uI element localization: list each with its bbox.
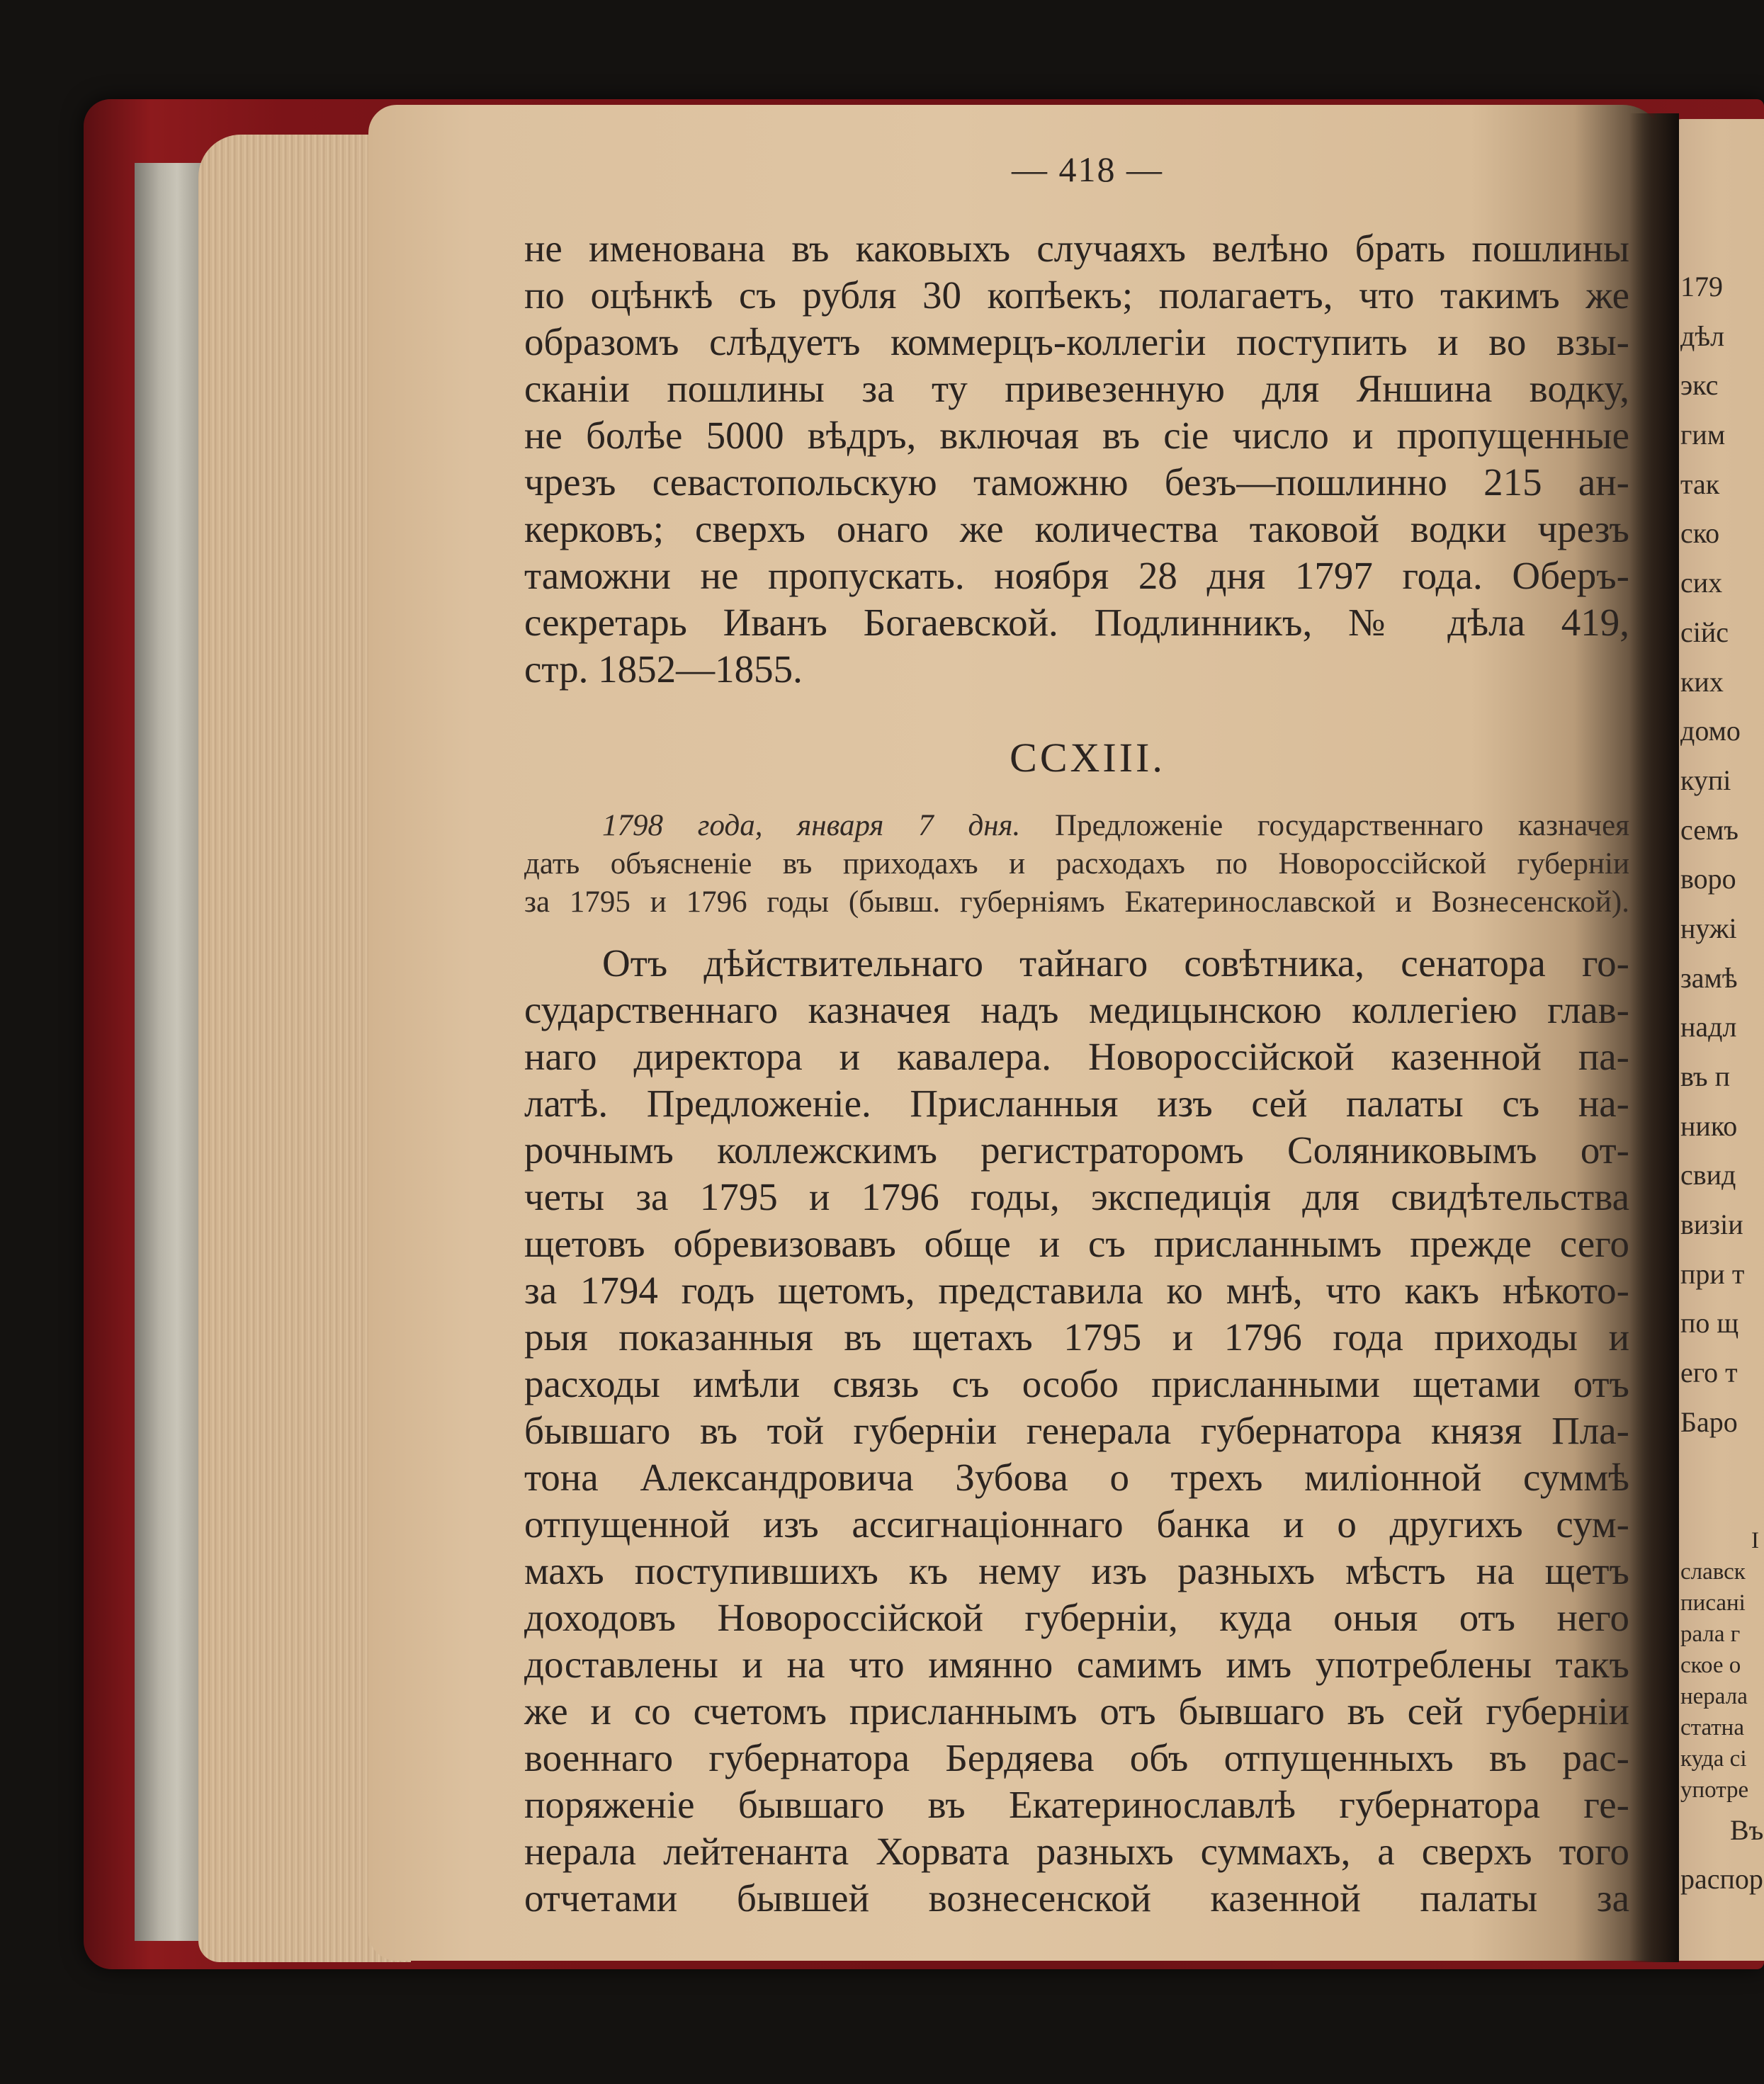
text-line: по щ [1680, 1307, 1739, 1340]
text-line: Баро [1680, 1405, 1738, 1438]
text-line: свид [1680, 1159, 1736, 1191]
text-line: махъ поступившихъ къ нему изъ разныхъ мѣстъ на щетъ [524, 1549, 1629, 1592]
text-line: рочнымъ коллежскимъ регистраторомъ Соляниковымъ от- [524, 1128, 1629, 1172]
text-line: купі [1680, 764, 1731, 796]
text-line: сих [1680, 567, 1723, 599]
text-line: славск [1680, 1558, 1746, 1585]
summary-line [524, 807, 1629, 845]
text-line: нужі [1680, 912, 1737, 944]
text-line: сканіи пошлины за ту привезенную для Яншина водку, [524, 367, 1629, 410]
text-line: бывшаго въ той губерніи генерала губернатора князя Пла- [524, 1409, 1629, 1452]
text-line: нерала [1680, 1683, 1748, 1709]
text-line: не именована въ каковыхъ случаяхъ велѣно брать пошлины [524, 227, 1629, 270]
right-page-text [1680, 262, 1764, 1904]
main-paragraph [524, 940, 1629, 1922]
summary-line: за 1795 и 1796 годы (бывш. губерніямъ Екатеринославской и Вознесенской). [524, 885, 1629, 919]
summary-date: 1798 года, января 7 дня. [602, 809, 1021, 842]
text-line: за 1794 годъ щетомъ, представила ко мнѣ, что какъ нѣкото- [524, 1269, 1629, 1312]
document-summary [524, 807, 1629, 922]
text-line: писані [1680, 1590, 1746, 1616]
text-line: же и со счетомъ присланнымъ отъ бывшаго въ сей губерніи [524, 1689, 1629, 1733]
text-line: воро [1680, 863, 1736, 895]
text-line: Въ [1730, 1813, 1764, 1846]
text-line: так [1680, 468, 1720, 500]
text-line: таможни не пропускать. ноября 28 дня 1797 года. Оберъ- [524, 554, 1629, 597]
text-line: распор [1680, 1863, 1763, 1896]
text-line: рыя показанныя въ щетахъ 1795 и 1796 года приходы и [524, 1315, 1629, 1359]
text-line: четы за 1795 и 1796 годы, экспедиція для свидѣтельства [524, 1175, 1629, 1218]
text-line: ких [1680, 665, 1724, 698]
text-line: чрезъ севастопольскую таможню безъ—пошлинно 215 ан- [524, 460, 1629, 504]
text-line: надл [1680, 1011, 1737, 1043]
summary-text: Предложеніе государственнаго казначея [1055, 809, 1629, 842]
text-line: нерала лейтенанта Хорвата разныхъ суммахъ, а сверхъ того [524, 1830, 1629, 1873]
page-text [524, 149, 1629, 1922]
text-line: визіи [1680, 1208, 1743, 1241]
text-line: секретарь Иванъ Богаевской. Подлинникъ, № дѣла 419, [524, 601, 1629, 644]
text-line: ско [1680, 517, 1720, 550]
text-line: отчетами бывшей вознесенской казенной палаты за [524, 1876, 1629, 1920]
text-line: расходы имѣли связь съ особо присланными щетами отъ [524, 1362, 1629, 1405]
section-title: CCXIII. [1010, 735, 1165, 781]
text-line: отпущенной изъ ассигнаціоннаго банка и о другихъ сум- [524, 1502, 1629, 1546]
text-line: домо [1680, 715, 1741, 747]
text-line: латѣ. Предложеніе. Присланныя изъ сей палаты съ на- [524, 1082, 1629, 1125]
text-line: семъ [1680, 813, 1738, 846]
text-line: тона Александровича Зубова о трехъ миліонной суммѣ [524, 1456, 1629, 1499]
text-line: образомъ слѣдуетъ коммерцъ-коллегіи поступить и во взы- [524, 320, 1629, 363]
text-line: по оцѣнкѣ съ рубля 30 копѣекъ; полагаетъ, что такимъ же [524, 273, 1629, 317]
text-line: употре [1680, 1777, 1749, 1803]
text-line: военнаго губернатора Бердяева объ отпущенныхъ въ рас- [524, 1736, 1629, 1779]
text-line: нико [1680, 1109, 1738, 1142]
text-line: куда сі [1680, 1745, 1747, 1772]
text-line: гим [1680, 419, 1726, 451]
text-line: І [1751, 1527, 1759, 1553]
text-line: стр. 1852—1855. [524, 647, 803, 691]
text-line: сійс [1680, 616, 1729, 648]
text-line: доходовъ Новороссійской губерніи, куда оныя отъ него [524, 1596, 1629, 1639]
text-line: Отъ дѣйствительнаго тайнаго совѣтника, сенатора го- [602, 941, 1629, 985]
text-line: въ п [1680, 1060, 1730, 1092]
text-line: щетовъ обревизовавъ обще и съ присланнымъ прежде сего [524, 1222, 1629, 1265]
top-paragraph [524, 225, 1629, 693]
text-line: рала г [1680, 1621, 1741, 1647]
text-line: сударственнаго казначея надъ медицынскою коллегіею глав- [524, 988, 1629, 1031]
text-line: при т [1680, 1257, 1745, 1290]
text-line: наго директора и кавалера. Новороссійской казенной па- [524, 1035, 1629, 1078]
book-gutter [1629, 113, 1679, 1962]
text-line: экс [1680, 369, 1719, 402]
text-line: статна [1680, 1714, 1744, 1740]
text-line: доставлены и на что имянно самимъ имъ употреблены такъ [524, 1643, 1629, 1686]
page-number: — 418 — [1012, 149, 1163, 189]
text-line: не болѣе 5000 вѣдръ, включая въ сіе число и пропущенные [524, 414, 1629, 457]
text-line: замѣ [1680, 961, 1738, 994]
summary-line: дать объясненіе въ приходахъ и расходахъ по Новороссійской губерніи [524, 847, 1629, 880]
text-line: ское о [1680, 1652, 1741, 1678]
cover-edge-strip [135, 163, 205, 1941]
text-line: 179 [1680, 271, 1723, 302]
text-line: поряженіе бывшаго въ Екатеринославлѣ губернатора ге- [524, 1783, 1629, 1826]
text-line: его т [1680, 1357, 1738, 1389]
text-line: керковъ; сверхъ онаго же количества таковой водки чрезъ [524, 507, 1629, 550]
text-line: дѣл [1680, 319, 1725, 352]
